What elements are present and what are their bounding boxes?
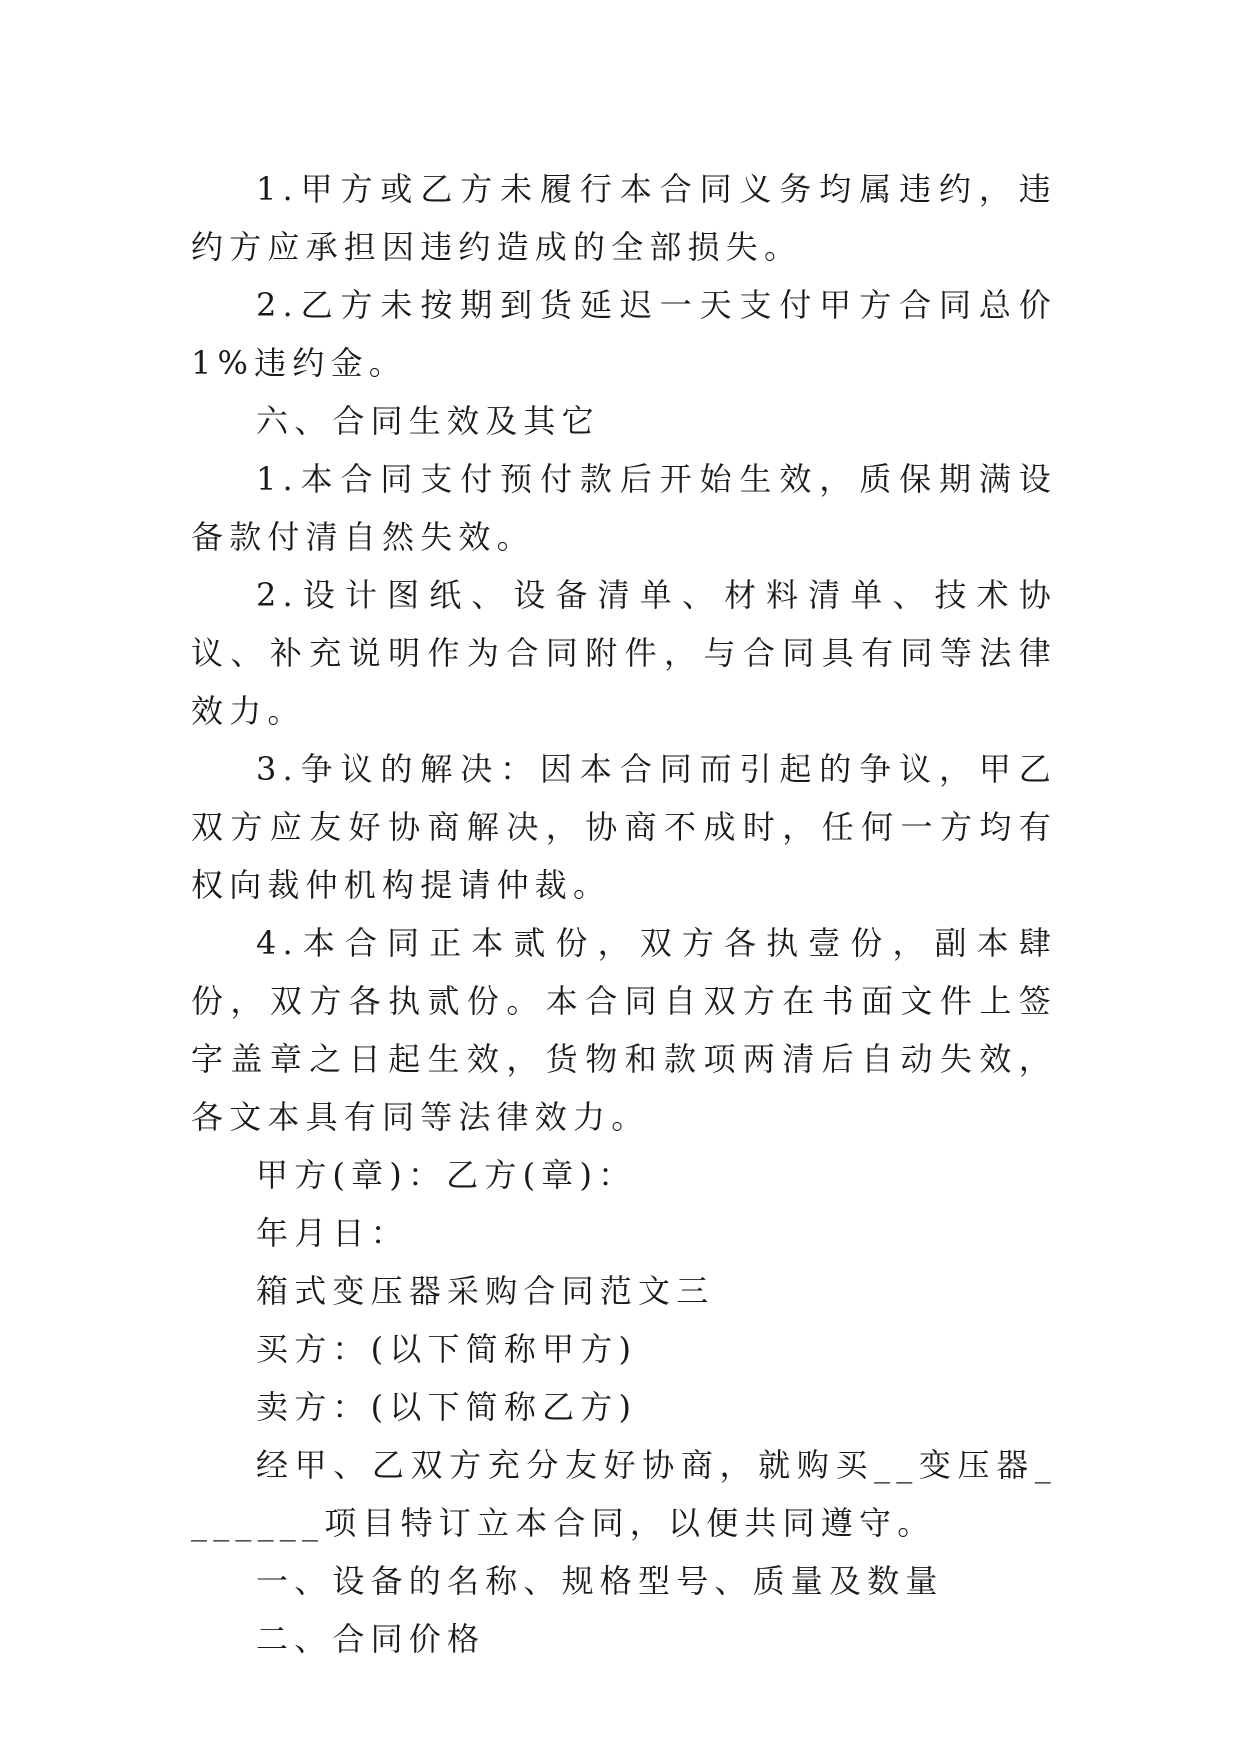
section-heading-equipment: 一、设备的名称、规格型号、质量及数量 bbox=[256, 1562, 944, 1600]
clause-attachments: 2.设计图纸、设备清单、材料清单、技术协议、补充说明作为合同附件，与合同具有同等法律效力。 bbox=[191, 576, 1057, 730]
preamble-paragraph: 经甲、乙双方充分友好协商，就购买__变压器_______项目特订立本合同，以便共同遵守。 bbox=[191, 1446, 1057, 1542]
date-line: 年月日： bbox=[256, 1214, 409, 1252]
clause-dispute-resolution: 3.争议的解决：因本合同而引起的争议，甲乙双方应友好协商解决，协商不成时，任何一方均有权向裁仲机构提请仲裁。 bbox=[191, 750, 1057, 904]
clause-breach-liability: 1.甲方或乙方未履行本合同义务均属违约，违约方应承担因违约造成的全部损失。 bbox=[191, 170, 1057, 266]
document-body bbox=[191, 160, 1057, 1668]
clause-copies: 4.本合同正本贰份，双方各执壹份，副本肆份，双方各执贰份。本合同自双方在书面文件上签字盖章之日起生效，货物和款项两清后自动失效，各文本具有同等法律效力。 bbox=[191, 924, 1057, 1136]
clause-effective-date: 1.本合同支付预付款后开始生效，质保期满设备款付清自然失效。 bbox=[191, 460, 1057, 556]
seller-line: 卖方：(以下简称乙方) bbox=[256, 1388, 638, 1426]
signature-line: 甲方(章)：乙方(章)： bbox=[256, 1156, 637, 1194]
section-heading-price: 二、合同价格 bbox=[256, 1620, 486, 1658]
document-subtitle: 箱式变压器采购合同范文三 bbox=[256, 1272, 715, 1310]
section-heading-effectiveness: 六、合同生效及其它 bbox=[256, 402, 600, 440]
clause-late-delivery-penalty: 2.乙方未按期到货延迟一天支付甲方合同总价 1%违约金。 bbox=[191, 286, 1057, 382]
buyer-line: 买方：(以下简称甲方) bbox=[256, 1330, 638, 1368]
